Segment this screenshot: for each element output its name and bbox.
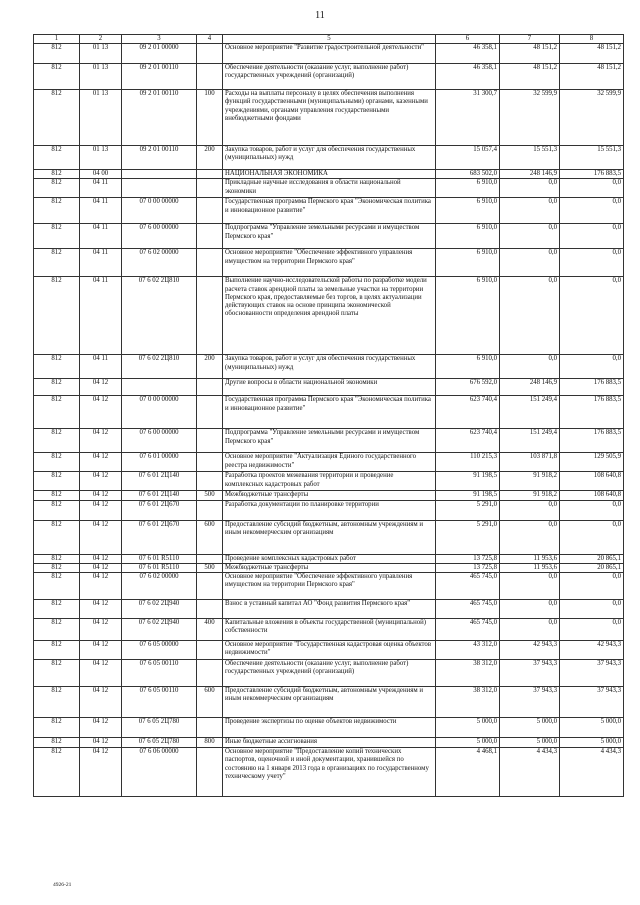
cell-admin-code: 812 [34,146,80,170]
cell-sum-2022: 0,0 [500,500,560,520]
cell-sum-2022: 91 918,2 [500,491,560,500]
cell-sum-2022: 0,0 [500,600,560,619]
cell-target-code: 07 6 05 00110 [122,687,197,718]
cell-sum-2021: 38 312,0 [436,687,500,718]
cell-sum-2021: 13 725,8 [436,554,500,563]
cell-sum-2023: 48 151,2 [560,44,624,64]
cell-section-code: 04 12 [80,641,122,660]
cell-name: Основное мероприятие "Актуализация Единого государственного реестра недвижимости" [223,453,436,472]
table-row [34,64,624,90]
header-col-6: 6 [436,35,500,44]
cell-expense-type [197,170,223,179]
cell-section-code: 04 12 [80,600,122,619]
cell-expense-type: 600 [197,520,223,554]
header-col-8: 8 [560,35,624,44]
table-row [34,619,624,641]
cell-sum-2022: 0,0 [500,355,560,379]
cell-sum-2021: 4 468,1 [436,748,500,797]
cell-sum-2021: 5 291,0 [436,500,500,520]
cell-expense-type [197,748,223,797]
cell-section-code: 04 12 [80,453,122,472]
table-row [34,396,624,429]
footer-code: 4926-21 [53,882,72,888]
cell-admin-code: 812 [34,619,80,641]
cell-admin-code: 812 [34,472,80,491]
cell-target-code: 07 6 05 00000 [122,641,197,660]
cell-sum-2021: 5 000,0 [436,718,500,738]
cell-sum-2023: 176 883,5 [560,379,624,396]
cell-section-code: 01 13 [80,90,122,146]
cell-section-code: 04 11 [80,277,122,355]
cell-admin-code: 812 [34,554,80,563]
cell-sum-2021: 46 358,1 [436,64,500,90]
cell-admin-code: 812 [34,64,80,90]
cell-sum-2021: 465 745,0 [436,600,500,619]
cell-sum-2022: 37 943,3 [500,660,560,687]
cell-name: Обеспечение деятельности (оказание услуг, выполнение работ) государственных учреждений (организаций) [223,660,436,687]
cell-section-code: 04 12 [80,472,122,491]
cell-expense-type: 600 [197,687,223,718]
cell-sum-2023: 4 434,3 [560,748,624,797]
cell-section-code: 04 12 [80,396,122,429]
cell-sum-2023: 176 883,5 [560,170,624,179]
cell-name: Другие вопросы в области национальной экономики [223,379,436,396]
cell-sum-2022: 11 953,6 [500,563,560,572]
cell-name: Основное мероприятие "Обеспечение эффективного управления имуществом на территории Пермского края" [223,573,436,600]
cell-section-code: 04 12 [80,429,122,453]
cell-sum-2023: 129 505,9 [560,453,624,472]
cell-sum-2022: 91 918,2 [500,472,560,491]
cell-target-code: 07 6 01 R5110 [122,563,197,572]
cell-sum-2021: 6 910,0 [436,224,500,249]
cell-section-code: 04 11 [80,198,122,224]
cell-sum-2021: 31 300,7 [436,90,500,146]
table-row [34,198,624,224]
table-row [34,573,624,600]
cell-target-code: 07 0 00 00000 [122,198,197,224]
cell-expense-type: 500 [197,491,223,500]
cell-section-code: 01 13 [80,44,122,64]
cell-sum-2023: 0,0 [560,619,624,641]
cell-sum-2023: 0,0 [560,198,624,224]
cell-target-code: 07 6 01 2Ц140 [122,491,197,500]
cell-expense-type [197,554,223,563]
cell-expense-type: 200 [197,146,223,170]
cell-sum-2022: 151 249,4 [500,396,560,429]
cell-name: Основное мероприятие "Государственная кадастровая оценка объектов недвижимости" [223,641,436,660]
cell-sum-2021: 110 215,3 [436,453,500,472]
cell-name: Предоставление субсидий бюджетным, автономным учреждениям и иным некоммерческим организациям [223,687,436,718]
table-row [34,491,624,500]
cell-expense-type [197,500,223,520]
table-row [34,718,624,738]
cell-name: Основное мероприятие "Развитие градостроительной деятельности" [223,44,436,64]
cell-section-code: 04 12 [80,554,122,563]
cell-expense-type: 500 [197,563,223,572]
cell-name: Подпрограмма "Управление земельными ресурсами и имуществом Пермского края" [223,429,436,453]
cell-target-code: 07 6 02 2Ц810 [122,277,197,355]
cell-name: Межбюджетные трансферты [223,563,436,572]
cell-sum-2022: 0,0 [500,224,560,249]
cell-section-code: 04 12 [80,379,122,396]
header-col-3: 3 [122,35,197,44]
cell-sum-2022: 248 146,9 [500,379,560,396]
cell-admin-code: 812 [34,660,80,687]
cell-sum-2022: 103 871,8 [500,453,560,472]
cell-name: Закупка товаров, работ и услуг для обеспечения государственных (муниципальных) нужд [223,355,436,379]
table-row [34,277,624,355]
cell-admin-code: 812 [34,453,80,472]
table-row [34,600,624,619]
cell-sum-2023: 108 640,8 [560,472,624,491]
cell-sum-2021: 43 312,0 [436,641,500,660]
cell-section-code: 04 00 [80,170,122,179]
cell-sum-2022: 15 551,3 [500,146,560,170]
cell-target-code: 07 6 01 R5110 [122,554,197,563]
cell-sum-2022: 0,0 [500,249,560,277]
cell-sum-2023: 0,0 [560,249,624,277]
cell-target-code [122,170,197,179]
header-col-5: 5 [223,35,436,44]
budget-table [33,34,624,797]
cell-section-code: 04 11 [80,179,122,198]
cell-name: НАЦИОНАЛЬНАЯ ЭКОНОМИКА [223,170,436,179]
cell-expense-type [197,472,223,491]
cell-sum-2022: 0,0 [500,573,560,600]
cell-sum-2023: 176 883,5 [560,429,624,453]
cell-name: Основное мероприятие "Обеспечение эффективного управления имуществом на территории Пермского края" [223,249,436,277]
cell-expense-type: 400 [197,619,223,641]
table-row [34,146,624,170]
table-row [34,249,624,277]
cell-admin-code: 812 [34,563,80,572]
cell-sum-2023: 0,0 [560,355,624,379]
table-row [34,687,624,718]
cell-admin-code: 812 [34,641,80,660]
cell-sum-2022: 0,0 [500,179,560,198]
table-row [34,224,624,249]
cell-target-code: 09 2 01 00110 [122,90,197,146]
cell-admin-code: 812 [34,687,80,718]
cell-admin-code: 812 [34,44,80,64]
cell-expense-type [197,249,223,277]
table-row [34,170,624,179]
cell-sum-2022: 0,0 [500,198,560,224]
cell-sum-2022: 248 146,9 [500,170,560,179]
cell-expense-type [197,224,223,249]
cell-target-code: 07 6 05 2Ц780 [122,738,197,748]
cell-admin-code: 812 [34,748,80,797]
cell-sum-2021: 6 910,0 [436,277,500,355]
cell-target-code: 07 0 00 00000 [122,396,197,429]
cell-section-code: 04 11 [80,249,122,277]
cell-expense-type [197,179,223,198]
header-row [34,35,624,44]
cell-sum-2021: 465 745,0 [436,573,500,600]
cell-name: Взнос в уставный капитал АО "Фонд развития Пермского края" [223,600,436,619]
cell-sum-2023: 32 599,9 [560,90,624,146]
cell-expense-type: 200 [197,355,223,379]
cell-sum-2023: 42 943,3 [560,641,624,660]
cell-section-code: 04 12 [80,573,122,600]
cell-target-code: 07 6 01 00000 [122,453,197,472]
cell-sum-2021: 91 198,5 [436,472,500,491]
cell-expense-type [197,660,223,687]
cell-admin-code: 812 [34,224,80,249]
cell-sum-2021: 46 358,1 [436,44,500,64]
cell-sum-2023: 15 551,3 [560,146,624,170]
cell-name: Государственная программа Пермского края "Экономическая политика и инновационное развитие" [223,198,436,224]
cell-name: Разработка проектов межевания территории и проведение комплексных кадастровых работ [223,472,436,491]
cell-target-code: 07 6 00 00000 [122,224,197,249]
table-row [34,472,624,491]
cell-sum-2022: 48 151,2 [500,64,560,90]
cell-admin-code: 812 [34,90,80,146]
cell-sum-2021: 6 910,0 [436,198,500,224]
header-col-4: 4 [197,35,223,44]
cell-sum-2023: 5 000,0 [560,738,624,748]
cell-name: Иные бюджетные ассигнования [223,738,436,748]
cell-name: Основное мероприятие "Предоставление копий технических паспортов, оценочной и иной документации, хранившейся по состоянию на 1 января 2013 года в организациях по государственному техническому учету" [223,748,436,797]
cell-sum-2023: 37 943,3 [560,660,624,687]
cell-section-code: 04 12 [80,660,122,687]
cell-section-code: 01 13 [80,146,122,170]
cell-section-code: 04 12 [80,748,122,797]
cell-section-code: 04 12 [80,687,122,718]
cell-expense-type [197,573,223,600]
cell-admin-code: 812 [34,718,80,738]
table-row [34,90,624,146]
cell-name: Обеспечение деятельности (оказание услуг, выполнение работ) государственных учреждений (организаций) [223,64,436,90]
cell-target-code: 07 6 01 2Ц670 [122,520,197,554]
table-row [34,520,624,554]
cell-sum-2023: 0,0 [560,573,624,600]
cell-sum-2021: 5 291,0 [436,520,500,554]
cell-expense-type [197,641,223,660]
cell-section-code: 04 11 [80,224,122,249]
cell-target-code [122,179,197,198]
cell-target-code: 07 6 00 00000 [122,429,197,453]
cell-expense-type [197,429,223,453]
table-row [34,738,624,748]
cell-section-code: 01 13 [80,64,122,90]
table-row [34,179,624,198]
cell-sum-2023: 0,0 [560,179,624,198]
cell-sum-2021: 623 740,4 [436,429,500,453]
cell-section-code: 04 12 [80,718,122,738]
cell-name: Проведение комплексных кадастровых работ [223,554,436,563]
table-row [34,563,624,572]
budget-table-container [33,34,623,797]
table-row [34,641,624,660]
cell-section-code: 04 12 [80,520,122,554]
table-row [34,660,624,687]
cell-expense-type [197,44,223,64]
cell-target-code: 07 6 02 00000 [122,573,197,600]
cell-sum-2022: 0,0 [500,520,560,554]
cell-admin-code: 812 [34,249,80,277]
table-row [34,44,624,64]
page-number: 11 [315,10,325,21]
cell-section-code: 04 12 [80,563,122,572]
cell-sum-2021: 91 198,5 [436,491,500,500]
cell-admin-code: 812 [34,396,80,429]
table-row [34,500,624,520]
cell-sum-2021: 676 592,0 [436,379,500,396]
cell-sum-2021: 623 740,4 [436,396,500,429]
cell-expense-type [197,277,223,355]
cell-sum-2021: 15 057,4 [436,146,500,170]
cell-admin-code: 812 [34,379,80,396]
cell-sum-2023: 0,0 [560,520,624,554]
cell-name: Государственная программа Пермского края "Экономическая политика и инновационное развитие" [223,396,436,429]
cell-admin-code: 812 [34,198,80,224]
cell-section-code: 04 11 [80,355,122,379]
cell-sum-2022: 0,0 [500,619,560,641]
cell-section-code: 04 12 [80,619,122,641]
cell-section-code: 04 12 [80,738,122,748]
cell-name: Разработка документации по планировке территории [223,500,436,520]
cell-admin-code: 812 [34,520,80,554]
cell-name: Предоставление субсидий бюджетным, автономным учреждениям и иным некоммерческим организациям [223,520,436,554]
cell-target-code: 09 2 01 00000 [122,44,197,64]
cell-target-code: 09 2 01 00110 [122,64,197,90]
cell-sum-2023: 48 151,2 [560,64,624,90]
cell-expense-type [197,453,223,472]
header-col-1: 1 [34,35,80,44]
cell-sum-2021: 465 745,0 [436,619,500,641]
cell-admin-code: 812 [34,500,80,520]
cell-sum-2023: 0,0 [560,600,624,619]
cell-target-code: 07 6 02 2Ц940 [122,600,197,619]
cell-expense-type [197,64,223,90]
cell-sum-2022: 0,0 [500,277,560,355]
cell-sum-2022: 5 000,0 [500,738,560,748]
cell-sum-2021: 6 910,0 [436,179,500,198]
cell-expense-type [197,396,223,429]
cell-name: Закупка товаров, работ и услуг для обеспечения государственных (муниципальных) нужд [223,146,436,170]
cell-admin-code: 812 [34,573,80,600]
cell-section-code: 04 12 [80,500,122,520]
cell-target-code: 07 6 02 2Ц810 [122,355,197,379]
cell-sum-2022: 5 000,0 [500,718,560,738]
cell-admin-code: 812 [34,738,80,748]
cell-sum-2023: 0,0 [560,277,624,355]
cell-target-code: 07 6 02 00000 [122,249,197,277]
cell-sum-2022: 11 953,6 [500,554,560,563]
cell-name: Капитальные вложения в объекты государственной (муниципальной) собственности [223,619,436,641]
cell-sum-2023: 20 865,1 [560,554,624,563]
cell-target-code: 07 6 05 00110 [122,660,197,687]
cell-admin-code: 812 [34,429,80,453]
cell-target-code [122,379,197,396]
cell-sum-2021: 6 910,0 [436,249,500,277]
cell-admin-code: 812 [34,170,80,179]
table-row [34,453,624,472]
cell-sum-2022: 32 599,9 [500,90,560,146]
header-col-2: 2 [80,35,122,44]
cell-sum-2021: 13 725,8 [436,563,500,572]
cell-sum-2023: 0,0 [560,500,624,520]
cell-admin-code: 812 [34,355,80,379]
cell-sum-2022: 42 943,3 [500,641,560,660]
cell-name: Выполнение научно-исследовательской работы по разработке модели расчета ставок арендной платы за земельные участки на территории Пермского края, предоставляемые без торгов, в целях актуализации действующих ставок на основе принципа экономической обоснованности определения арендной платы [223,277,436,355]
table-body [34,44,624,797]
cell-sum-2023: 176 883,5 [560,396,624,429]
cell-expense-type [197,198,223,224]
cell-sum-2021: 5 000,0 [436,738,500,748]
cell-target-code: 07 6 01 2Ц140 [122,472,197,491]
cell-admin-code: 812 [34,600,80,619]
cell-sum-2021: 38 312,0 [436,660,500,687]
table-row [34,429,624,453]
table-row [34,355,624,379]
cell-sum-2023: 20 865,1 [560,563,624,572]
cell-name: Проведение экспертизы по оценке объектов недвижимости [223,718,436,738]
cell-section-code: 04 12 [80,491,122,500]
table-row [34,748,624,797]
cell-target-code: 07 6 05 2Ц780 [122,718,197,738]
cell-sum-2022: 48 151,2 [500,44,560,64]
cell-sum-2023: 108 640,8 [560,491,624,500]
cell-admin-code: 812 [34,179,80,198]
header-col-7: 7 [500,35,560,44]
cell-sum-2023: 37 943,3 [560,687,624,718]
cell-expense-type: 800 [197,738,223,748]
cell-name: Подпрограмма "Управление земельными ресурсами и имуществом Пермского края" [223,224,436,249]
cell-expense-type [197,718,223,738]
cell-expense-type [197,600,223,619]
cell-sum-2021: 6 910,0 [436,355,500,379]
cell-sum-2023: 0,0 [560,224,624,249]
cell-name: Межбюджетные трансферты [223,491,436,500]
cell-target-code: 07 6 01 2Ц670 [122,500,197,520]
cell-sum-2021: 683 502,0 [436,170,500,179]
cell-name: Расходы на выплаты персоналу в целях обеспечения выполнения функций государственными (муниципальными) органами, казенными учреждениями, органами управления государственными внебюджетными фондами [223,90,436,146]
cell-target-code: 07 6 02 2Ц940 [122,619,197,641]
cell-sum-2023: 5 000,0 [560,718,624,738]
table-row [34,554,624,563]
table-row [34,379,624,396]
cell-target-code: 07 6 06 00000 [122,748,197,797]
cell-target-code: 09 2 01 00110 [122,146,197,170]
cell-sum-2022: 151 249,4 [500,429,560,453]
cell-admin-code: 812 [34,491,80,500]
cell-expense-type [197,379,223,396]
cell-sum-2022: 37 943,3 [500,687,560,718]
cell-admin-code: 812 [34,277,80,355]
cell-name: Прикладные научные исследования в области национальной экономики [223,179,436,198]
cell-sum-2022: 4 434,3 [500,748,560,797]
cell-expense-type: 100 [197,90,223,146]
